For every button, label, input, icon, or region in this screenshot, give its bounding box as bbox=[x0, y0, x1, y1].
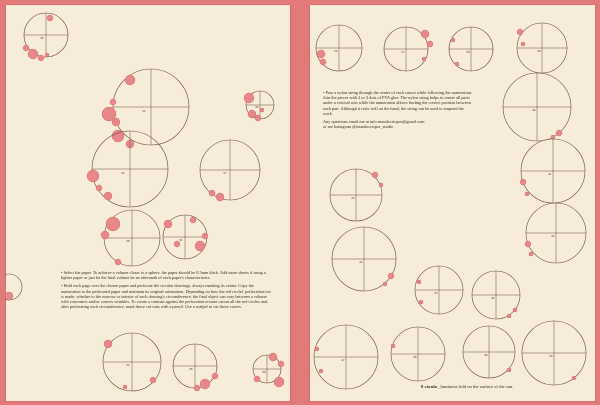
right-page bbox=[309, 4, 596, 402]
perforation-circle bbox=[163, 215, 208, 259]
left-page bbox=[5, 4, 291, 402]
circle-number: 37 bbox=[223, 171, 227, 175]
circle-number: 40 bbox=[532, 108, 536, 112]
perforation-circle bbox=[102, 69, 189, 148]
circle-number: 31 bbox=[179, 238, 183, 242]
left-instructions bbox=[61, 270, 273, 312]
circle-number: 42 bbox=[551, 234, 555, 238]
circle-number: 27 bbox=[401, 50, 405, 54]
circle-number: 38 bbox=[126, 239, 130, 243]
perforation-circle bbox=[449, 27, 493, 71]
circle-number: 49 bbox=[484, 353, 488, 357]
footer-caption bbox=[421, 384, 591, 389]
perforation-circle bbox=[520, 139, 585, 203]
circle-number: 30 bbox=[262, 370, 266, 374]
perforation-circle bbox=[253, 353, 284, 387]
circle-number: 34 bbox=[121, 171, 125, 175]
perforation-circle bbox=[517, 23, 567, 73]
perforation-circle bbox=[200, 140, 260, 201]
circle-number: 36 bbox=[255, 105, 259, 109]
perforation-circle bbox=[314, 325, 378, 389]
circle-number: 32 bbox=[142, 109, 146, 113]
perforation-circle bbox=[330, 169, 383, 221]
circle-number: 41 bbox=[548, 172, 552, 176]
instruction-paragraph: • Select the paper. To achieve a volume closer to a sphere, the paper should be 0.5mm thick. Add more sheets if using a lighter paper or just let the final volume be an aftermath of each paper's characteristics. bbox=[61, 270, 266, 281]
perforation-circle bbox=[244, 91, 274, 121]
circle-number: 32 bbox=[126, 363, 130, 367]
circle-number: 50 bbox=[549, 354, 553, 358]
circle-number: 28 bbox=[189, 367, 193, 371]
perforation-circle bbox=[101, 210, 160, 266]
right-instructions bbox=[323, 90, 473, 132]
right-page-drawings bbox=[309, 4, 596, 402]
perforation-circle bbox=[472, 271, 520, 319]
contact-line: Any questions email me at info.mundocriopor@gmail.com bbox=[323, 119, 425, 125]
circle-number: 36 bbox=[40, 36, 44, 40]
circle-number: 26 bbox=[334, 49, 338, 53]
footer-subtitle: _luminous fold on the surface of the sun. bbox=[438, 384, 514, 389]
circle-number: 48 bbox=[413, 355, 417, 359]
left-page-drawings bbox=[5, 4, 291, 402]
perforation-circle bbox=[503, 73, 571, 141]
perforation-circle bbox=[525, 203, 586, 263]
footer-title: 8 cácula bbox=[421, 384, 437, 389]
circle-number: 43 bbox=[351, 196, 355, 200]
instruction-paragraph: • Pass a nylon string through the center of each cutout while following the numeration. Join the pieces with 2 or 3 dots of PVA glue. The nylon string helps to center all parts under a vertical axis while the numeration allows finding the correct position between each part. Although it rests well on the hand, the string can be used to suspend the work. bbox=[323, 90, 473, 116]
perforation-circle bbox=[5, 274, 22, 300]
circle-number: 39 bbox=[537, 49, 541, 53]
perforation-circle bbox=[384, 27, 433, 71]
perforation-circle bbox=[316, 25, 362, 71]
perforation-circle bbox=[463, 326, 515, 378]
instruction-paragraph: • Hold each page over the chosen paper and perforate the circular drawings, always marking its center. Copy the numeration to the perforated paper and maintain its original orientation. Depending on how the red circles' perforation/cut is made, whether to the exterior or interior of each drawing's circumference, the final object can vary between a volume with concentric and/or convex wrinkles. To create a contrast against the perforation texture cutout all the red circles and, after perforating each circumference, mark those cut-outs with a pencil. Use a scalpel to cut those curves. bbox=[61, 283, 271, 310]
contact-line: or me Instagram @mundocriopor_studio bbox=[323, 124, 394, 130]
circle-number: 28 bbox=[466, 50, 470, 54]
perforation-circle bbox=[415, 266, 463, 314]
circle-number: 45 bbox=[434, 291, 438, 295]
perforation-circle bbox=[23, 13, 68, 61]
perforation-circle bbox=[522, 321, 586, 385]
circle-number: 47 bbox=[341, 358, 345, 362]
perforation-circle bbox=[332, 227, 396, 291]
perforation-circle bbox=[103, 333, 161, 391]
perforation-circle bbox=[391, 327, 445, 381]
circle-number: 46 bbox=[491, 296, 495, 300]
perforation-circle bbox=[173, 344, 218, 391]
circle-number: 44 bbox=[359, 260, 363, 264]
